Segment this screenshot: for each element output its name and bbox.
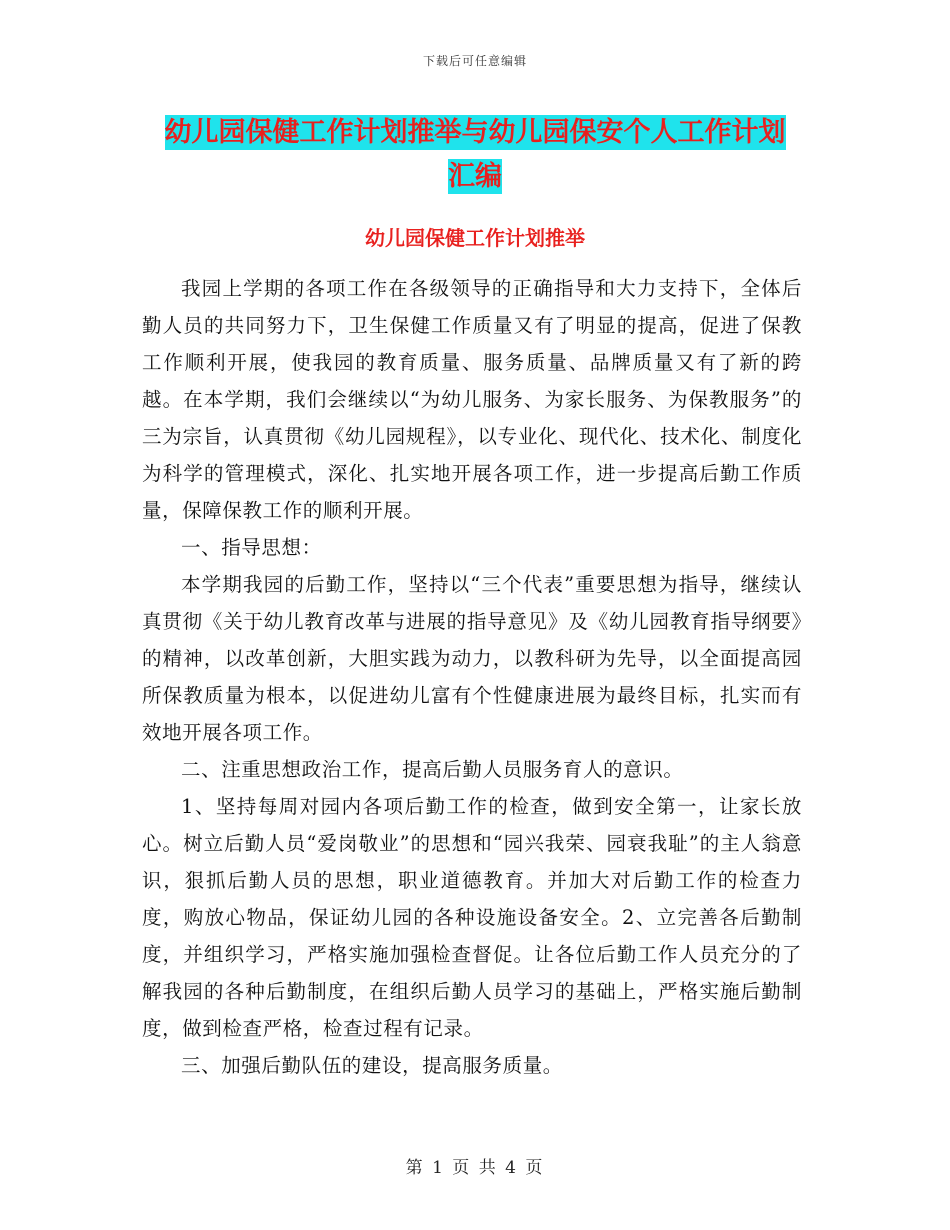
paragraph: 我园上学期的各项工作在各级领导的正确指导和大力支持下，全体后勤人员的共同努力下，卫生保健工作质量又有了明显的提高，促进了保教工作顺利开展，使我园的教育质量、服务质量、品牌质量又有了新的跨越。在本学期，我们会继续以“为幼儿服务、为家长服务、为保教服务”的三为宗旨，认真贯彻《幼儿园规程》，以专业化、现代化、技术化、制度化为科学的管理模式，深化、扎实地开展各项工作，进一步提高后勤工作质量，保障保教工作的顺利开展。 <box>142 277 802 522</box>
heading-guiding-thought: 一、指导思想： <box>181 536 322 559</box>
section-title: 幼儿园保健工作计划推举 <box>365 226 585 250</box>
paragraph: 本学期我园的后勤工作，坚持以“三个代表”重要思想为指导，继续认真贯彻《关于幼儿教育改革与进展的指导意见》及《幼儿园教育指导纲要》的精神，以改革创新，大胆实践为动力，以教科研为先导，以全面提高园所保教质量为根本，以促进幼儿富有个性健康进展为最终目标，扎实而有效地开展各项工作。 <box>142 573 802 744</box>
document-body <box>142 270 802 1084</box>
document-title <box>140 111 810 199</box>
heading-political-work: 二、注重思想政治工作，提高后勤人员服务育人的意识。 <box>181 758 684 781</box>
title-line-1: 幼儿园保健工作计划推举与幼儿园保安个人工作计划 <box>164 117 786 148</box>
title-line-2: 汇编 <box>448 161 502 192</box>
paragraph: 1、坚持每周对园内各项后勤工作的检查，做到安全第一，让家长放心。树立后勤人员“爱岗敬业”的思想和“园兴我荣、园衰我耻”的主人翁意识，狠抓后勤人员的思想，职业道德教育。并加大对后勤工作的检查力度，购放心物品，保证幼儿园的各种设施设备安全。2、立完善各后勤制度，并组织学习，严格实施加强检查督促。让各位后勤工作人员充分的了解我园的各种后勤制度，在组织后勤人员学习的基础上，严格实施后勤制度，做到检查严格，检查过程有记录。 <box>142 795 802 1040</box>
heading-team-building: 三、加强后勤队伍的建设，提高服务质量。 <box>181 1054 563 1077</box>
page-footer: 第 1 页 共 4 页 <box>405 1158 545 1178</box>
header-note: 下载后可任意编辑 <box>422 54 527 68</box>
